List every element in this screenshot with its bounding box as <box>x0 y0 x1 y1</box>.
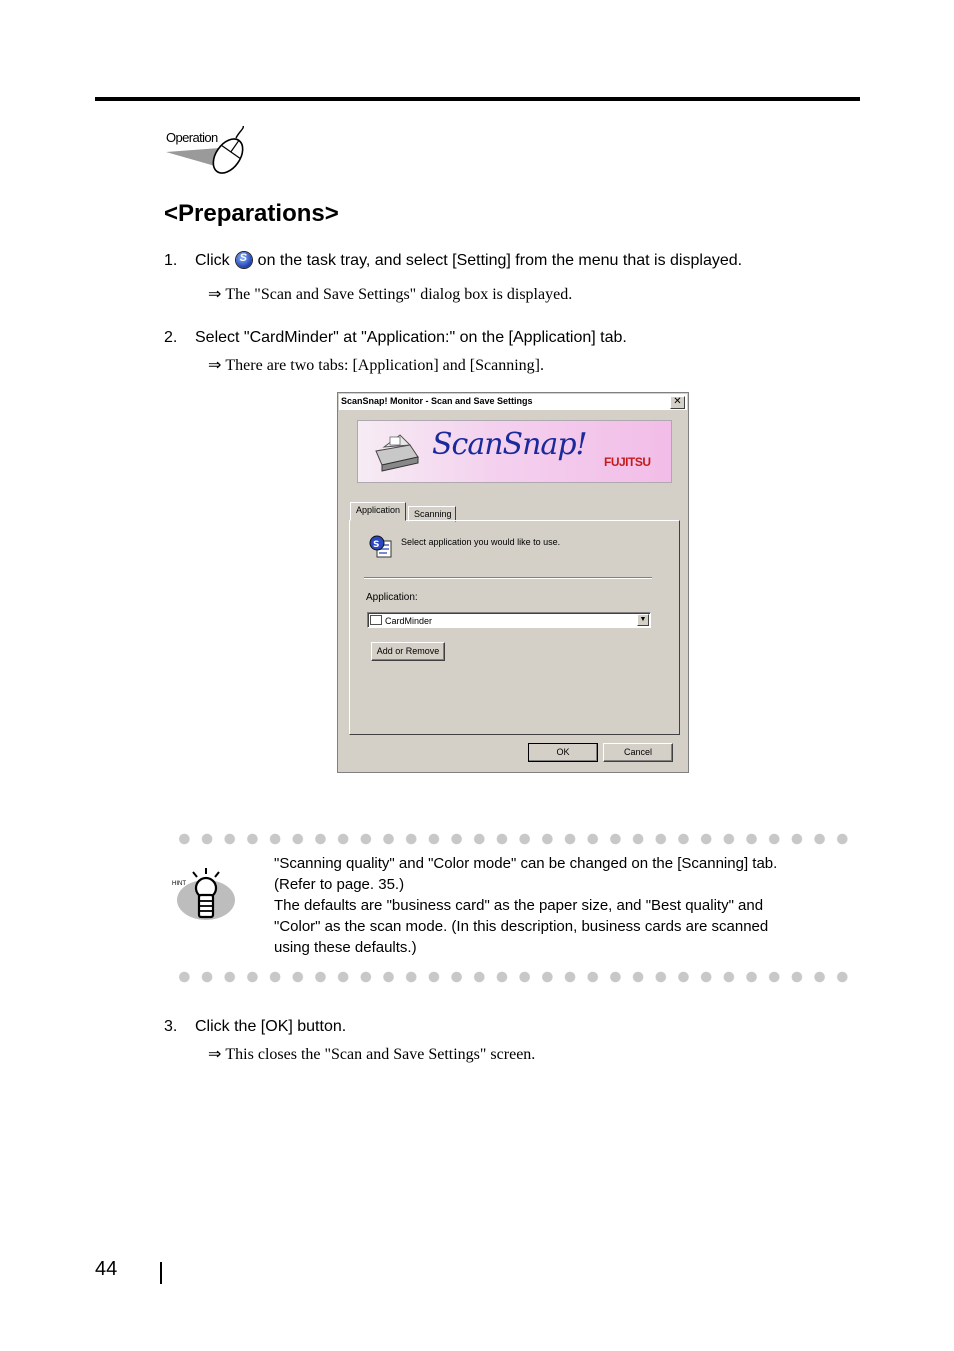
cancel-button[interactable]: Cancel <box>603 743 673 762</box>
step-1-result <box>208 284 572 304</box>
top-rule <box>95 97 860 101</box>
svg-text:S: S <box>373 540 380 550</box>
chevron-down-icon[interactable]: ▼ <box>637 614 649 626</box>
step-3-result <box>208 1044 535 1064</box>
dialog-titlebar[interactable] <box>339 394 687 411</box>
hint-line: using these defaults.) <box>274 939 417 956</box>
result-arrow-icon: ⇒ <box>208 1046 222 1063</box>
hint-line: "Scanning quality" and "Color mode" can be changed on the [Scanning] tab. <box>274 855 778 872</box>
hint-line: The defaults are "business card" as the paper size, and "Best quality" and <box>274 897 764 914</box>
application-select[interactable] <box>367 612 651 628</box>
close-button[interactable]: ✕ <box>670 396 685 409</box>
page-number: 44 <box>95 1258 118 1280</box>
application-tab-panel <box>349 520 680 735</box>
step-1-result-text: The "Scan and Save Settings" dialog box is displayed. <box>225 286 573 303</box>
step-2-result <box>208 355 544 375</box>
operation-label: Operation <box>166 130 218 145</box>
page-number-divider <box>160 1262 162 1284</box>
step-2-number: 2. <box>164 329 178 346</box>
step-1-number: 1. <box>164 252 178 269</box>
hint-text <box>274 853 834 958</box>
hint-icon-label: HINT <box>172 881 186 887</box>
application-select-value: CardMinder <box>385 616 433 626</box>
separator <box>364 577 652 579</box>
scansnap-tray-icon <box>236 252 252 268</box>
scansnap-logo: ScanSnap! <box>432 427 587 462</box>
scansnap-banner <box>357 420 672 483</box>
scanner-icon <box>370 431 422 473</box>
hint-line: (Refer to page. 35.) <box>274 876 405 893</box>
fujitsu-logo: FUJITSU <box>604 455 651 469</box>
hint-line: "Color" as the scan mode. (In this description, business cards are scanned <box>274 918 769 935</box>
step-1-text-before: Click <box>195 252 230 269</box>
application-label: Application: <box>366 592 418 603</box>
step-2-result-text: There are two tabs: [Application] and [Scanning]. <box>225 357 544 374</box>
hint-lightbulb-icon <box>170 866 240 926</box>
ok-button[interactable]: OK <box>528 743 598 762</box>
step-1-text <box>195 252 742 270</box>
scan-save-settings-dialog <box>337 392 689 773</box>
result-arrow-icon: ⇒ <box>208 357 222 374</box>
add-remove-button[interactable]: Add or Remove <box>371 642 445 661</box>
instruction-text: Select application you would like to use. <box>401 537 561 547</box>
hint-top-border <box>173 833 853 845</box>
step-3-result-text: This closes the "Scan and Save Settings" screen. <box>225 1046 536 1063</box>
cardminder-icon <box>370 615 382 625</box>
step-2-text: Select "CardMinder" at "Application:" on the [Application] tab. <box>195 329 627 346</box>
step-1-text-after: on the task tray, and select [Setting] from the menu that is displayed. <box>257 252 743 269</box>
tab-scanning[interactable]: Scanning <box>408 506 456 522</box>
section-title: <Preparations> <box>164 200 339 227</box>
hint-bottom-border <box>173 971 853 983</box>
dialog-title: ScanSnap! Monitor - Scan and Save Settings <box>341 396 533 406</box>
step-3-text: Click the [OK] button. <box>195 1018 347 1035</box>
step-3-number: 3. <box>164 1018 178 1035</box>
tab-application[interactable]: Application <box>350 502 406 521</box>
result-arrow-icon: ⇒ <box>208 286 222 303</box>
application-select-icon <box>369 535 393 559</box>
